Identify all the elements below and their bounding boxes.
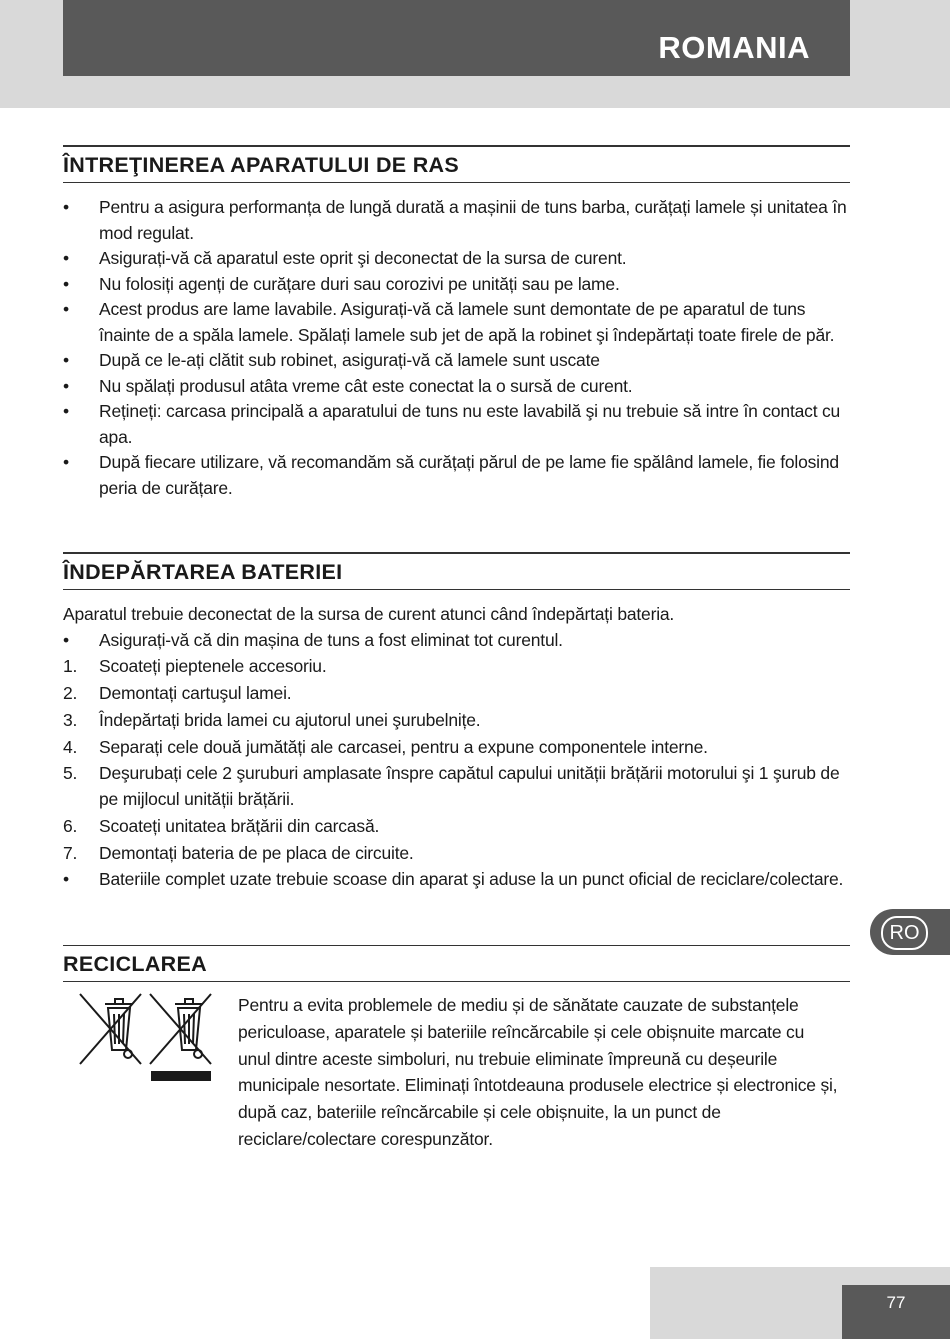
step-number: 1. xyxy=(63,656,78,677)
battery-intro: Aparatul trebuie deconectat de la sursa de curent atunci când îndepărtați bateria. xyxy=(63,604,675,624)
battery-section xyxy=(63,552,850,894)
list-item: • Acest produs are lame lavabile. Asigurați-vă că lamele sunt demontate de pe aparatul de tuns înainte de a spăla lamele. Spălați lamele sub jet de apă la robinet şi îndepărtați toate firele de păr. xyxy=(63,299,835,345)
language-tab xyxy=(870,909,950,955)
step-number: 5. xyxy=(63,763,78,784)
bar-mark xyxy=(151,1071,211,1081)
bullet-icon: • xyxy=(63,629,69,650)
list-item: • După fiecare utilizare, vă recomandăm să curățați părul de pe lame fie spălând lamele, fie folosind peria de curățare. xyxy=(63,452,839,498)
step-number: 6. xyxy=(63,815,78,836)
step-number: 2. xyxy=(63,683,78,704)
battery-heading: ÎNDEPĂRTAREA BATERIEI xyxy=(63,552,850,590)
list-item: 6. Scoateți unitatea brățării din carcasă. xyxy=(63,814,850,840)
list-item: • Bateriile complet uzate trebuie scoase din aparat şi aduse la un punct oficial de reciclare/colectare. xyxy=(63,867,850,893)
page-number: 77 xyxy=(842,1285,950,1339)
header-bar xyxy=(63,0,850,76)
bullet-icon: • xyxy=(63,248,69,268)
list-item: 1. Scoateți pieptenele accesoriu. xyxy=(63,654,850,680)
list-item: • Nu spălați produsul atâta vreme cât este conectat la o sursă de curent. xyxy=(63,374,850,400)
crossed-bin-icons xyxy=(75,992,215,1092)
list-item: • Asigurați-vă că din mașina de tuns a fost eliminat tot curentul. xyxy=(63,628,850,654)
step-number: 3. xyxy=(63,709,78,730)
bullet-icon: • xyxy=(63,452,69,472)
country-title: ROMANIA xyxy=(658,30,810,65)
list-item: 5. Deşurubați cele 2 şuruburi amplasate înspre capătul capului unității brățării motorului şi 1 şurub de pe mijlocul unității brățării. xyxy=(63,763,840,809)
recycling-row xyxy=(63,992,850,1192)
bullet-icon: • xyxy=(63,401,69,421)
crossed-bin-icon xyxy=(150,994,211,1064)
bullet-icon: • xyxy=(63,375,69,396)
list-item: • Rețineți: carcasa principală a aparatului de tuns nu este lavabilă şi nu trebuie să intre în contact cu apa. xyxy=(63,401,841,447)
bullet-icon: • xyxy=(63,869,69,890)
list-item: • Nu folosiți agenți de curățare duri sau corozivi pe unități sau pe lame. xyxy=(63,272,850,298)
battery-steps xyxy=(63,628,850,893)
list-item: 4. Separați cele două jumătăți ale carcasei, pentru a expune componentele interne. xyxy=(63,735,850,761)
list-item: • Asigurați-vă că aparatul este oprit şi deconectat de la sursa de curent. xyxy=(63,246,850,272)
recycling-text: Pentru a evita problemele de mediu și de sănătate cauzate de substanțele periculoase, aparatele și bateriile reîncărcabile și cele obișnuite marcate cu unul dintre aceste simboluri, nu trebuie eliminate împreună cu deșeurile municipale nesortate. Eliminați întotdeauna produsele electrice și electronice și, după caz, bateriile reîncărcabile și cele obișnuite, la un punct de reciclare/colectare corespunzător. xyxy=(238,995,838,1149)
step-number: 7. xyxy=(63,842,78,863)
bullet-icon: • xyxy=(63,350,69,370)
bullet-icon: • xyxy=(63,197,69,217)
list-item: 2. Demontați cartuşul lamei. xyxy=(63,681,850,707)
recycling-heading: RECICLAREA xyxy=(63,945,850,982)
maintenance-list xyxy=(63,195,850,501)
list-item: • După ce le-ați clătit sub robinet, asigurați-vă că lamele sunt uscate xyxy=(63,348,850,374)
list-item: 7. Demontați bateria de pe placa de circuite. xyxy=(63,841,850,867)
bullet-icon: • xyxy=(63,299,69,319)
recycling-section xyxy=(63,945,850,1192)
bullet-icon: • xyxy=(63,273,69,294)
maintenance-heading: ÎNTREŢINEREA APARATULUI DE RAS xyxy=(63,145,850,183)
list-item: • Pentru a asigura performanța de lungă durată a mașinii de tuns barba, curățați lamele și unitatea în mod regulat. xyxy=(63,197,847,243)
step-number: 4. xyxy=(63,736,78,757)
crossed-bin-icon xyxy=(80,994,141,1064)
maintenance-section xyxy=(63,145,850,501)
list-item: 3. Îndepărtați brida lamei cu ajutorul unei şurubelnițe. xyxy=(63,708,850,734)
language-badge: RO xyxy=(881,916,928,950)
